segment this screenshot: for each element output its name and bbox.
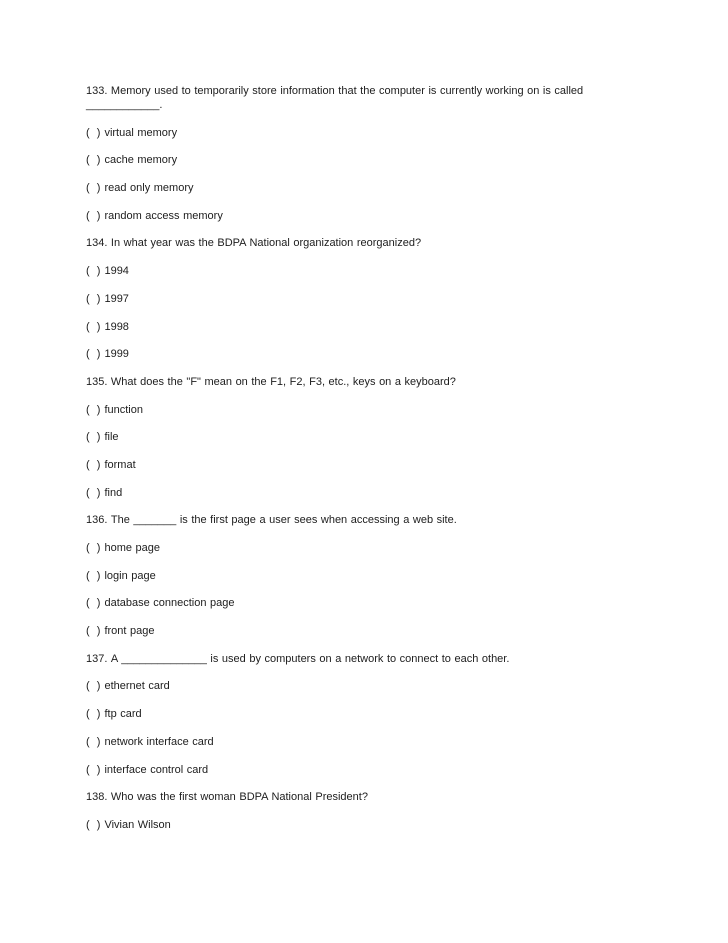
question-text bbox=[86, 84, 648, 112]
question-number: 137. bbox=[86, 652, 108, 665]
answer-option[interactable] bbox=[86, 292, 648, 306]
option-label: ftp card bbox=[104, 708, 142, 721]
option-label: virtual memory bbox=[104, 126, 178, 139]
question-text bbox=[86, 236, 648, 250]
question-number: 138. bbox=[86, 791, 108, 804]
answer-option[interactable] bbox=[86, 486, 648, 500]
option-label: format bbox=[104, 458, 136, 471]
option-label: ethernet card bbox=[104, 680, 170, 693]
question-text bbox=[86, 375, 648, 389]
option-marker[interactable]: ( ) bbox=[86, 126, 101, 139]
answer-option[interactable] bbox=[86, 209, 648, 223]
answer-option[interactable] bbox=[86, 763, 648, 777]
option-label: 1994 bbox=[104, 265, 129, 278]
option-marker[interactable]: ( ) bbox=[86, 154, 101, 167]
option-label: find bbox=[104, 486, 123, 499]
option-marker[interactable]: ( ) bbox=[86, 569, 101, 582]
question-block bbox=[86, 790, 648, 832]
option-marker[interactable]: ( ) bbox=[86, 403, 101, 416]
option-label: random access memory bbox=[104, 209, 223, 222]
answer-option[interactable] bbox=[86, 430, 648, 444]
option-marker[interactable]: ( ) bbox=[86, 763, 101, 776]
answer-option[interactable] bbox=[86, 320, 648, 334]
question-number: 134. bbox=[86, 237, 108, 250]
question-text bbox=[86, 790, 648, 804]
question-text bbox=[86, 513, 648, 527]
option-marker[interactable]: ( ) bbox=[86, 182, 101, 195]
answer-option[interactable] bbox=[86, 403, 648, 417]
option-label: cache memory bbox=[104, 154, 178, 167]
option-marker[interactable]: ( ) bbox=[86, 486, 101, 499]
answer-option[interactable] bbox=[86, 596, 648, 610]
question-body: In what year was the BDPA National organization reorganized? bbox=[110, 237, 422, 250]
answer-option[interactable] bbox=[86, 624, 648, 638]
answer-option[interactable] bbox=[86, 126, 648, 140]
question-number: 136. bbox=[86, 514, 108, 527]
option-marker[interactable]: ( ) bbox=[86, 708, 101, 721]
question-block bbox=[86, 236, 648, 361]
option-marker[interactable]: ( ) bbox=[86, 735, 101, 748]
option-label: function bbox=[104, 403, 143, 416]
question-body: The _______ is the first page a user sees when accessing a web site. bbox=[110, 514, 457, 527]
option-label: network interface card bbox=[104, 735, 214, 748]
question-block bbox=[86, 652, 648, 777]
option-label: login page bbox=[104, 569, 156, 582]
answer-option[interactable] bbox=[86, 735, 648, 749]
option-label: read only memory bbox=[104, 182, 194, 195]
question-text bbox=[86, 652, 648, 666]
option-marker[interactable]: ( ) bbox=[86, 431, 101, 444]
answer-option[interactable] bbox=[86, 569, 648, 583]
option-marker[interactable]: ( ) bbox=[86, 542, 101, 554]
option-label: home page bbox=[104, 542, 160, 554]
answer-option[interactable] bbox=[86, 679, 648, 693]
option-label: front page bbox=[104, 625, 155, 638]
answer-option[interactable] bbox=[86, 181, 648, 195]
option-marker[interactable]: ( ) bbox=[86, 348, 101, 361]
option-label: interface control card bbox=[104, 763, 209, 776]
answer-option[interactable] bbox=[86, 153, 648, 167]
option-marker[interactable]: ( ) bbox=[86, 292, 101, 305]
question-block bbox=[86, 375, 648, 500]
option-marker[interactable]: ( ) bbox=[86, 818, 101, 831]
answer-option[interactable] bbox=[86, 264, 648, 278]
option-marker[interactable]: ( ) bbox=[86, 625, 101, 638]
option-marker[interactable]: ( ) bbox=[86, 320, 101, 333]
option-label: 1997 bbox=[104, 292, 129, 305]
answer-option[interactable] bbox=[86, 541, 648, 555]
question-block bbox=[86, 84, 648, 223]
question-block bbox=[86, 513, 648, 638]
answer-option[interactable] bbox=[86, 458, 648, 472]
question-number: 133. bbox=[86, 85, 108, 97]
option-marker[interactable]: ( ) bbox=[86, 597, 101, 610]
question-body: Who was the first woman BDPA National President? bbox=[110, 791, 368, 804]
answer-option[interactable] bbox=[86, 347, 648, 361]
option-marker[interactable]: ( ) bbox=[86, 680, 101, 693]
question-body: Memory used to temporarily store information that the computer is currently working on is called ____________. bbox=[86, 85, 584, 111]
option-marker[interactable]: ( ) bbox=[86, 458, 101, 471]
option-label: file bbox=[104, 431, 119, 444]
answer-option[interactable] bbox=[86, 818, 648, 832]
question-body: What does the "F" mean on the F1, F2, F3, etc., keys on a keyboard? bbox=[110, 375, 456, 388]
option-label: Vivian Wilson bbox=[104, 818, 171, 831]
answer-option[interactable] bbox=[86, 707, 648, 721]
option-marker[interactable]: ( ) bbox=[86, 209, 101, 222]
question-body: A ______________ is used by computers on a network to connect to each other. bbox=[110, 652, 510, 665]
option-label: database connection page bbox=[104, 597, 235, 610]
question-number: 135. bbox=[86, 375, 108, 388]
option-label: 1998 bbox=[104, 320, 129, 333]
option-marker[interactable]: ( ) bbox=[86, 265, 101, 278]
option-label: 1999 bbox=[104, 348, 129, 361]
